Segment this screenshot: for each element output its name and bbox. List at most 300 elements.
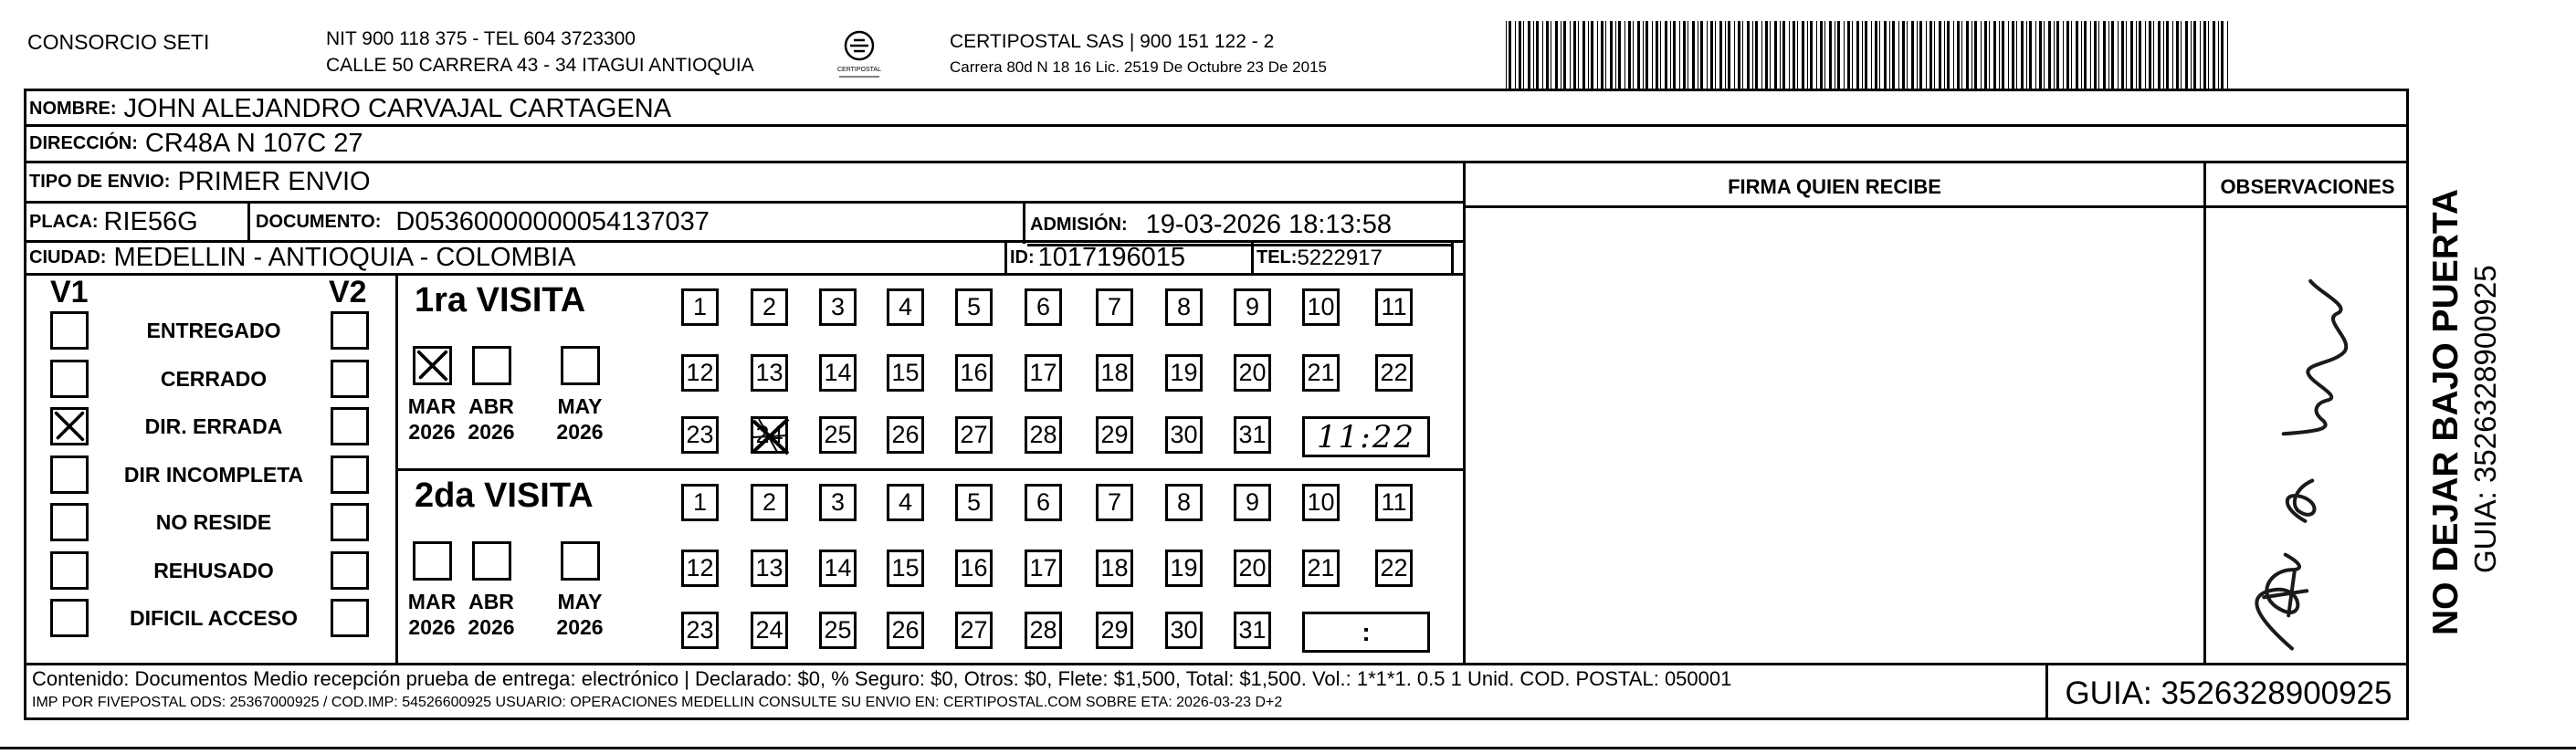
day-number: 13 bbox=[755, 359, 783, 386]
direccion-label: DIRECCIÓN: bbox=[29, 133, 138, 153]
day-box[interactable] bbox=[955, 288, 993, 326]
day-number: 26 bbox=[891, 421, 920, 448]
ciudad-row bbox=[29, 243, 575, 273]
day-number: 15 bbox=[891, 554, 920, 581]
day-box[interactable] bbox=[819, 612, 857, 649]
day-number: 16 bbox=[960, 554, 988, 581]
barcode-bar bbox=[2002, 21, 2004, 91]
barcode-bar bbox=[2191, 21, 2192, 91]
day-box[interactable] bbox=[1375, 550, 1413, 587]
barcode-bar bbox=[2126, 21, 2127, 91]
logo-text: CERTIPOSTAL bbox=[837, 67, 881, 73]
day-number: 10 bbox=[1307, 293, 1335, 320]
day-box[interactable] bbox=[1302, 354, 1340, 392]
day-box[interactable] bbox=[751, 354, 788, 392]
day-box[interactable] bbox=[1302, 550, 1340, 587]
barcode-bar bbox=[2181, 21, 2182, 91]
v1-checkbox[interactable] bbox=[50, 503, 89, 541]
day-number: 9 bbox=[1245, 293, 1260, 320]
rule bbox=[247, 204, 250, 240]
barcode-bar bbox=[2054, 21, 2055, 91]
day-number: 17 bbox=[1029, 359, 1057, 386]
barcode-bar bbox=[2158, 21, 2161, 91]
day-number: 20 bbox=[1238, 359, 1267, 386]
barcode-bar bbox=[2149, 21, 2151, 91]
barcode-bar bbox=[1884, 21, 1887, 91]
barcode-bar bbox=[1807, 21, 1808, 91]
day-number: 7 bbox=[1107, 488, 1122, 516]
barcode-bar bbox=[2076, 21, 2078, 91]
barcode-bar bbox=[1536, 21, 1539, 91]
barcode-bar bbox=[1984, 21, 1987, 91]
v2-checkbox[interactable] bbox=[331, 407, 369, 445]
admision-label: ADMISIÓN: bbox=[1030, 214, 1128, 235]
rule bbox=[1451, 243, 1454, 274]
barcode-bar bbox=[1601, 21, 1603, 91]
day-box[interactable] bbox=[1025, 484, 1062, 521]
barcode-bar bbox=[1774, 21, 1777, 91]
v2-checkbox[interactable] bbox=[331, 311, 369, 350]
day-box[interactable] bbox=[1096, 550, 1133, 587]
time-value: 11:22 bbox=[1317, 418, 1415, 456]
status-reason-label: DIR INCOMPLETA bbox=[123, 462, 304, 487]
barcode-bar bbox=[2035, 21, 2036, 91]
day-box[interactable] bbox=[1165, 550, 1203, 587]
day-number: 27 bbox=[960, 421, 988, 448]
barcode-bar bbox=[1865, 21, 1867, 91]
check-mark-icon bbox=[750, 415, 793, 458]
barcode-bar bbox=[1509, 21, 1511, 91]
barcode-bar bbox=[1824, 21, 1825, 91]
barcode-bar bbox=[1892, 21, 1895, 91]
day-number: 1 bbox=[692, 293, 708, 320]
day-box[interactable] bbox=[1165, 484, 1203, 521]
barcode-bar bbox=[1643, 21, 1644, 91]
barcode-bar bbox=[1734, 21, 1735, 91]
status-reason-label: ENTREGADO bbox=[146, 319, 281, 342]
day-box[interactable] bbox=[1234, 550, 1271, 587]
day-box[interactable] bbox=[1234, 612, 1271, 649]
day-number: 6 bbox=[1036, 293, 1051, 320]
day-box[interactable] bbox=[751, 484, 788, 521]
barcode-bar bbox=[1971, 21, 1972, 91]
day-number: 8 bbox=[1176, 488, 1192, 516]
day-box[interactable] bbox=[1025, 288, 1062, 326]
page-edge bbox=[0, 747, 2576, 749]
rule bbox=[1463, 163, 1466, 664]
day-box[interactable] bbox=[1234, 354, 1271, 392]
barcode-bar bbox=[2208, 21, 2209, 91]
rule bbox=[1023, 204, 1025, 244]
day-box[interactable] bbox=[887, 550, 924, 587]
time-box[interactable] bbox=[1302, 612, 1430, 653]
day-number: 14 bbox=[824, 359, 852, 386]
day-number: 23 bbox=[686, 421, 714, 448]
month-checkbox[interactable] bbox=[561, 346, 600, 385]
barcode-bar bbox=[2145, 21, 2146, 91]
barcode-bar bbox=[2172, 21, 2173, 91]
barcode-bar bbox=[1742, 21, 1743, 91]
barcode-bar bbox=[2029, 21, 2032, 91]
day-number: 2 bbox=[762, 488, 777, 516]
year-label: 2026 bbox=[556, 615, 604, 639]
month-checkbox[interactable] bbox=[472, 346, 511, 385]
barcode-bar bbox=[1679, 21, 1680, 91]
day-number: 19 bbox=[1170, 359, 1198, 386]
day-box[interactable] bbox=[955, 416, 993, 454]
barcode-bar bbox=[1989, 21, 1990, 91]
day-box[interactable] bbox=[1302, 288, 1340, 326]
barcode-bar bbox=[2118, 21, 2119, 91]
barcode-bar bbox=[2111, 21, 2114, 91]
barcode-bar bbox=[1506, 21, 1507, 91]
day-number: 30 bbox=[1170, 421, 1198, 448]
day-box[interactable] bbox=[955, 484, 993, 521]
day-box[interactable] bbox=[887, 416, 924, 454]
day-box[interactable] bbox=[819, 484, 857, 521]
day-number: 31 bbox=[1238, 421, 1267, 448]
day-box[interactable] bbox=[1375, 354, 1413, 392]
day-box[interactable] bbox=[1025, 354, 1062, 392]
barcode-bar bbox=[1692, 21, 1695, 91]
v2-checkbox[interactable] bbox=[331, 503, 369, 541]
visit-title: 2da VISITA bbox=[415, 476, 594, 515]
day-box[interactable] bbox=[681, 416, 719, 454]
barcode-bar bbox=[1837, 21, 1840, 91]
day-box[interactable] bbox=[887, 354, 924, 392]
day-box[interactable] bbox=[1165, 612, 1203, 649]
barcode-bar bbox=[1780, 21, 1781, 91]
barcode-bar bbox=[2071, 21, 2072, 91]
day-box[interactable] bbox=[681, 288, 719, 326]
barcode-bar bbox=[1710, 21, 1713, 91]
barcode-bar bbox=[1660, 21, 1661, 91]
barcode-bar bbox=[1852, 21, 1853, 91]
day-number: 3 bbox=[830, 293, 846, 320]
day-box[interactable] bbox=[819, 354, 857, 392]
day-number: 5 bbox=[966, 293, 982, 320]
barcode-bar bbox=[1519, 21, 1521, 91]
barcode-bar bbox=[1624, 21, 1625, 91]
rule bbox=[1463, 205, 2409, 208]
barcode-bar bbox=[2139, 21, 2141, 91]
barcode-bar bbox=[2026, 21, 2027, 91]
v2-checkbox[interactable] bbox=[331, 551, 369, 590]
day-box[interactable] bbox=[681, 612, 719, 649]
day-number: 13 bbox=[755, 554, 783, 581]
barcode-bar bbox=[2048, 21, 2051, 91]
v1-checkbox[interactable] bbox=[50, 456, 89, 494]
barcode-bar bbox=[2084, 21, 2087, 91]
barcode-bar bbox=[1573, 21, 1576, 91]
year-label: 2026 bbox=[468, 615, 515, 639]
day-box[interactable] bbox=[681, 354, 719, 392]
barcode-bar bbox=[1981, 21, 1982, 91]
year-label: 2026 bbox=[468, 420, 515, 444]
day-box[interactable] bbox=[1165, 288, 1203, 326]
day-number: 11 bbox=[1381, 488, 1407, 516]
day-number: 28 bbox=[1029, 421, 1057, 448]
day-number: 27 bbox=[960, 616, 988, 644]
day-box[interactable] bbox=[955, 612, 993, 649]
barcode-bar bbox=[2056, 21, 2059, 91]
month-checkbox[interactable] bbox=[561, 541, 600, 581]
day-number: 19 bbox=[1170, 554, 1198, 581]
barcode-bar bbox=[1591, 21, 1593, 91]
barcode-bar bbox=[2218, 21, 2219, 91]
side-guia: GUIA: 3526328900925 bbox=[2468, 265, 2502, 573]
barcode-bar bbox=[1582, 21, 1585, 91]
v1-checkbox[interactable] bbox=[50, 311, 89, 350]
barcode-bar bbox=[1789, 21, 1790, 91]
v1-checkbox[interactable] bbox=[50, 599, 89, 637]
barcode-bar bbox=[2221, 21, 2224, 91]
barcode-bar bbox=[1966, 21, 1969, 91]
v1-checkbox[interactable] bbox=[50, 551, 89, 590]
day-number: 24 bbox=[755, 421, 783, 448]
barcode-bar bbox=[1755, 21, 1758, 91]
observaciones-header: OBSERVACIONES bbox=[2220, 175, 2395, 198]
barcode-bar bbox=[1618, 21, 1621, 91]
barcode-bar bbox=[1944, 21, 1945, 91]
barcode-bar bbox=[2136, 21, 2137, 91]
month-label: ABR bbox=[468, 394, 514, 418]
ciudad-label: CIUDAD: bbox=[29, 247, 107, 267]
barcode-bar bbox=[1810, 21, 1813, 91]
barcode-bar bbox=[1974, 21, 1977, 91]
day-box[interactable] bbox=[887, 612, 924, 649]
barcode-bar bbox=[1902, 21, 1905, 91]
day-number: 21 bbox=[1307, 554, 1335, 581]
day-box[interactable] bbox=[1375, 288, 1413, 326]
id-label: ID: bbox=[1010, 247, 1035, 267]
day-box[interactable] bbox=[1165, 416, 1203, 454]
rule bbox=[24, 201, 1463, 204]
barcode-bar bbox=[1633, 21, 1634, 91]
day-box[interactable] bbox=[1234, 484, 1271, 521]
day-number: 29 bbox=[1100, 616, 1129, 644]
day-box[interactable] bbox=[955, 354, 993, 392]
v1-checkbox[interactable] bbox=[50, 407, 89, 445]
month-label: MAY bbox=[557, 394, 603, 418]
tipo-label: TIPO DE ENVIO: bbox=[29, 172, 171, 192]
month-label: MAR bbox=[407, 394, 457, 418]
certipostal-logo bbox=[834, 27, 885, 80]
certipostal-license: Carrera 80d N 18 16 Lic. 2519 De Octubre 23 De 2015 bbox=[950, 58, 1327, 76]
day-number: 7 bbox=[1107, 293, 1122, 320]
day-box[interactable] bbox=[681, 484, 719, 521]
day-number: 10 bbox=[1307, 488, 1335, 516]
firma-header: FIRMA QUIEN RECIBE bbox=[1728, 175, 1941, 198]
day-box[interactable] bbox=[887, 288, 924, 326]
barcode-bar bbox=[2039, 21, 2042, 91]
tipo-value: PRIMER ENVIO bbox=[177, 167, 371, 196]
barcode-bar bbox=[1993, 21, 1996, 91]
barcode-bar bbox=[1847, 21, 1850, 91]
barcode-bar bbox=[1765, 21, 1768, 91]
day-box[interactable] bbox=[819, 550, 857, 587]
time-box[interactable] bbox=[1302, 416, 1430, 457]
tel-value: 5222917 bbox=[1297, 245, 1383, 270]
day-box[interactable] bbox=[1302, 484, 1340, 521]
tel-label: TEL: bbox=[1256, 247, 1298, 267]
barcode-bar bbox=[1528, 21, 1530, 91]
barcode-bar bbox=[2200, 21, 2201, 91]
rule bbox=[2203, 163, 2206, 664]
day-number: 18 bbox=[1100, 359, 1129, 386]
barcode-bar bbox=[1844, 21, 1845, 91]
day-box[interactable] bbox=[751, 416, 788, 454]
day-box[interactable] bbox=[819, 416, 857, 454]
day-number: 4 bbox=[898, 488, 913, 516]
v2-checkbox[interactable] bbox=[331, 599, 369, 637]
day-box[interactable] bbox=[751, 612, 788, 649]
barcode-bar bbox=[1926, 21, 1927, 91]
barcode-bar bbox=[1752, 21, 1753, 91]
barcode-bar bbox=[1856, 21, 1859, 91]
day-box[interactable] bbox=[751, 550, 788, 587]
barcode-bar bbox=[1875, 21, 1877, 91]
day-box[interactable] bbox=[1025, 416, 1062, 454]
rule bbox=[395, 468, 1463, 471]
barcode-bar bbox=[2098, 21, 2099, 91]
v1-checkbox[interactable] bbox=[50, 360, 89, 398]
nombre-row bbox=[29, 92, 671, 125]
day-box[interactable] bbox=[1375, 484, 1413, 521]
day-number: 6 bbox=[1036, 488, 1051, 516]
v2-checkbox[interactable] bbox=[331, 456, 369, 494]
barcode-bar bbox=[1542, 21, 1543, 91]
barcode-bar bbox=[1610, 21, 1613, 91]
barcode-bar bbox=[1725, 21, 1726, 91]
year-label: 2026 bbox=[556, 420, 604, 444]
barcode-bar bbox=[1953, 21, 1954, 91]
month-label: MAY bbox=[557, 590, 603, 613]
barcode-bar bbox=[2130, 21, 2133, 91]
barcode-bar bbox=[1628, 21, 1631, 91]
company-name: CONSORCIO SETI bbox=[27, 30, 210, 54]
day-box[interactable] bbox=[1096, 288, 1133, 326]
barcode-bar bbox=[1588, 21, 1589, 91]
barcode-bar bbox=[2203, 21, 2206, 91]
day-number: 16 bbox=[960, 359, 988, 386]
barcode-bar bbox=[1515, 21, 1516, 91]
side-title: NO DEJAR BAJO PUERTA bbox=[2426, 188, 2466, 635]
documento-row bbox=[256, 204, 710, 240]
barcode-bar bbox=[1797, 21, 1798, 91]
day-box[interactable] bbox=[1096, 484, 1133, 521]
month-label: ABR bbox=[468, 590, 514, 613]
barcode-bar bbox=[1523, 21, 1524, 91]
year-label: 2026 bbox=[408, 615, 456, 639]
day-number: 31 bbox=[1238, 616, 1267, 644]
barcode-bar bbox=[2021, 21, 2024, 91]
barcode-bar bbox=[1597, 21, 1598, 91]
rule bbox=[24, 161, 2409, 163]
barcode bbox=[1504, 21, 2234, 91]
nit-line: NIT 900 118 375 - TEL 604 3723300 bbox=[326, 28, 636, 49]
barcode-bar bbox=[2094, 21, 2097, 91]
barcode-bar bbox=[1637, 21, 1640, 91]
day-box[interactable] bbox=[1096, 416, 1133, 454]
barcode-bar bbox=[2185, 21, 2188, 91]
firma-area[interactable] bbox=[1467, 209, 2203, 662]
barcode-bar bbox=[1533, 21, 1534, 91]
barcode-bar bbox=[2090, 21, 2091, 91]
barcode-bar bbox=[1578, 21, 1579, 91]
barcode-bar bbox=[1816, 21, 1817, 91]
admision-row bbox=[1030, 206, 1392, 243]
day-box[interactable] bbox=[681, 550, 719, 587]
day-number: 24 bbox=[755, 616, 783, 644]
barcode-bar bbox=[1645, 21, 1648, 91]
day-box[interactable] bbox=[887, 484, 924, 521]
barcode-bar bbox=[2012, 21, 2014, 91]
id-row bbox=[1010, 243, 1185, 273]
day-box[interactable] bbox=[1025, 612, 1062, 649]
day-number: 4 bbox=[898, 293, 913, 320]
v2-checkbox[interactable] bbox=[331, 360, 369, 398]
day-box[interactable] bbox=[1096, 354, 1133, 392]
day-box[interactable] bbox=[1025, 550, 1062, 587]
barcode-bar bbox=[2066, 21, 2069, 91]
day-number: 9 bbox=[1245, 488, 1260, 516]
barcode-bar bbox=[1665, 21, 1667, 91]
status-reason-label: DIFICIL ACCESO bbox=[129, 606, 298, 630]
day-box[interactable] bbox=[1165, 354, 1203, 392]
barcode-bar bbox=[2213, 21, 2215, 91]
ciudad-value: MEDELLIN - ANTIOQUIA - COLOMBIA bbox=[113, 243, 576, 272]
barcode-bar bbox=[1919, 21, 1922, 91]
month-checkbox[interactable] bbox=[472, 541, 511, 581]
day-number: 26 bbox=[891, 616, 920, 644]
barcode-bar bbox=[2163, 21, 2164, 91]
barcode-bar bbox=[1546, 21, 1549, 91]
day-box[interactable] bbox=[819, 288, 857, 326]
barcode-bar bbox=[1761, 21, 1762, 91]
day-box[interactable] bbox=[1234, 288, 1271, 326]
barcode-bar bbox=[1947, 21, 1950, 91]
barcode-bar bbox=[2008, 21, 2009, 91]
tipo-row bbox=[29, 163, 371, 201]
barcode-bar bbox=[1907, 21, 1908, 91]
footer-guia: GUIA: 3526328900925 bbox=[2065, 675, 2392, 711]
day-box[interactable] bbox=[1234, 416, 1271, 454]
month-checkbox[interactable] bbox=[413, 346, 452, 385]
time-value: : bbox=[1362, 617, 1371, 646]
footer-content: Contenido: Documentos Medio recepción prueba de entrega: electrónico | Declarado: $0, % Seguro: $0, Otros: $0, Flete: $1,500, Total: $1,500. Vol.: 1*1*1. 0.5 1 Unid. COD. POSTAL: 050001 bbox=[32, 667, 1732, 690]
status-reason-label: DIR. ERRADA bbox=[144, 414, 283, 438]
day-box[interactable] bbox=[1096, 612, 1133, 649]
day-box[interactable] bbox=[955, 550, 993, 587]
visit-title: 1ra VISITA bbox=[415, 281, 586, 319]
barcode-bar bbox=[1670, 21, 1671, 91]
placa-value: RIE56G bbox=[103, 206, 198, 236]
barcode-bar bbox=[2081, 21, 2082, 91]
barcode-bar bbox=[1871, 21, 1872, 91]
barcode-bar bbox=[1738, 21, 1740, 91]
barcode-bar bbox=[2103, 21, 2106, 91]
status-reason-label: REHUSADO bbox=[153, 558, 274, 582]
rule bbox=[395, 276, 398, 664]
address-line: CALLE 50 CARRERA 43 - 34 ITAGUI ANTIOQUIA bbox=[326, 55, 754, 76]
month-checkbox[interactable] bbox=[413, 541, 452, 581]
day-number: 14 bbox=[824, 554, 852, 581]
barcode-bar bbox=[1656, 21, 1658, 91]
day-box[interactable] bbox=[751, 288, 788, 326]
day-number: 30 bbox=[1170, 616, 1198, 644]
barcode-bar bbox=[1728, 21, 1730, 91]
